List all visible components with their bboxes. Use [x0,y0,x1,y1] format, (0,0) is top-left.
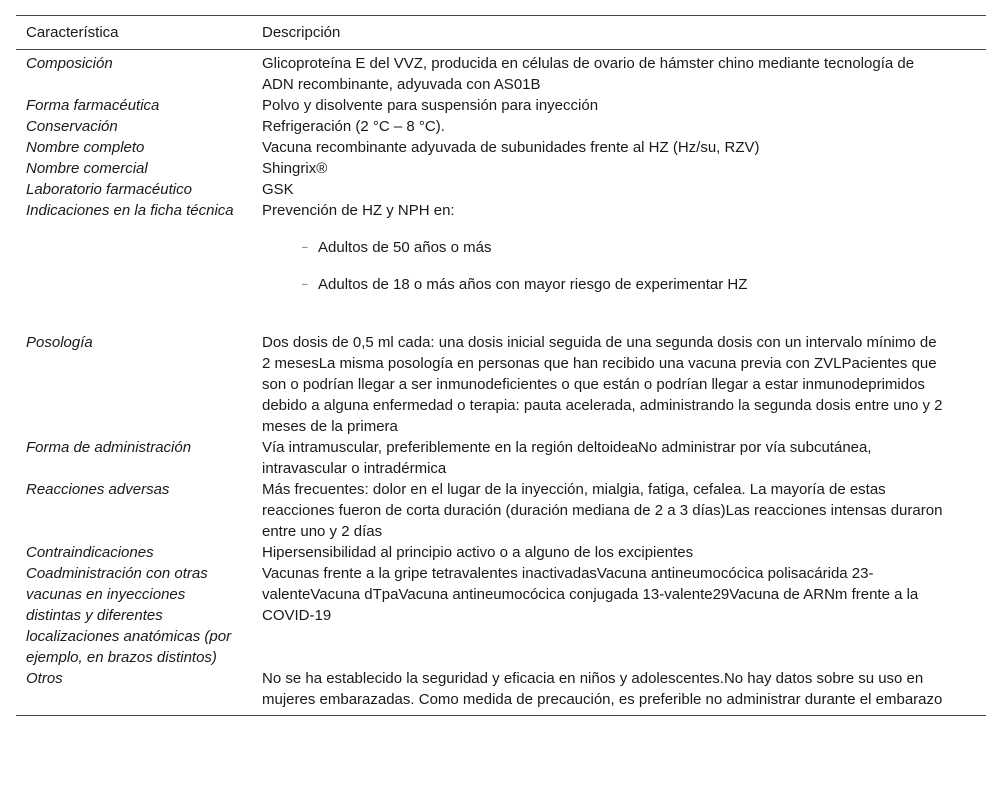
characteristics-table [16,15,986,716]
indications-intro: Prevención de HZ y NPH en: [262,202,455,219]
row-label: Forma de administración [26,439,192,456]
row-description: No se ha establecido la seguridad y eficacia en niños y adolescentes.No hay datos sobre su uso en mujeres embarazadas. Como medida de precaución, es preferible no administrar durante el embarazo [262,670,943,708]
table-header [16,16,986,49]
dash-bullet-icon: – [302,279,308,290]
table-row [16,668,986,710]
table-row [16,200,986,332]
row-label: Contraindicaciones [26,544,154,561]
table-row [16,437,986,479]
table-row [16,137,986,158]
dash-bullet-icon: – [302,242,308,253]
table-row [16,479,986,542]
list-item-text: Adultos de 50 años o más [318,239,492,256]
list-item-text: Adultos de 18 o más años con mayor riesgo de experimentar HZ [318,276,748,293]
table-row [16,332,986,437]
row-description: Vacunas frente a la gripe tetravalentes inactivadasVacuna antineumocócica polisacárida 23-valenteVacuna dTpaVacuna antineumocócica conjugada 13-valente29Vacuna de ARNm frente a la COVID-19 [262,565,919,624]
table-body [16,50,986,715]
row-label: Reacciones adversas [26,481,170,498]
row-description: Vacuna recombinante adyuvada de subunidades frente al HZ (Hz/su, RZV) [262,139,760,156]
row-description: Refrigeración (2 °C – 8 °C). [262,118,445,135]
row-label: Indicaciones en la ficha técnica [26,202,234,219]
row-label: Coadministración con otras vacunas en inyecciones distintas y diferentes localizaciones anatómicas (por ejemplo, en brazos distintos) [26,565,232,666]
row-description: Polvo y disolvente para suspensión para inyección [262,97,599,114]
row-description: Más frecuentes: dolor en el lugar de la inyección, mialgia, fatiga, cefalea. La mayoría de estas reacciones fueron de corta duración (duración mediana de 2 a 3 días)Las reacciones intensas duraron entre uno y 2 días [262,481,943,540]
row-description: Shingrix® [262,160,328,177]
row-label: Forma farmacéutica [26,97,160,114]
table-row [16,563,986,668]
row-description: Vía intramuscular, preferiblemente en la región deltoideaNo administrar por vía subcutánea, intravascular o intradérmica [262,439,872,477]
row-label: Laboratorio farmacéutico [26,181,192,198]
row-description: Dos dosis de 0,5 ml cada: una dosis inicial seguida de una segunda dosis con un intervalo mínimo de 2 mesesLa misma posología en personas que han recibido una vacuna previa con ZVLPacientes que son o podrían llegar a ser inmunodeficientes o que están o podrían llegar a estar inmunodeprimidos debido a alguna enfermedad o terapia: pauta acelerada, administrando la segunda dosis entre uno y 2 meses de la primera [262,334,943,435]
table-row [16,95,986,116]
row-label: Nombre completo [26,139,145,156]
table-row [16,158,986,179]
table-row [16,179,986,200]
row-description [252,200,986,332]
row-label: Otros [26,670,63,687]
row-label: Composición [26,55,113,72]
bottom-rule [16,715,986,716]
row-description: Hipersensibilidad al principio activo o a alguno de los excipientes [262,544,694,561]
header-description: Descripción [262,24,341,41]
row-description: GSK [262,181,294,198]
list-item [262,237,946,258]
list-item [262,274,946,295]
table-row [16,53,986,95]
row-label: Posología [26,334,93,351]
row-label: Nombre comercial [26,160,148,177]
row-description: Glicoproteína E del VVZ, producida en células de ovario de hámster chino mediante tecnología de ADN recombinante, adyuvada con AS01B [262,55,915,93]
table-row [16,116,986,137]
table-row [16,542,986,563]
header-characteristic: Característica [26,24,119,41]
row-label: Conservación [26,118,118,135]
